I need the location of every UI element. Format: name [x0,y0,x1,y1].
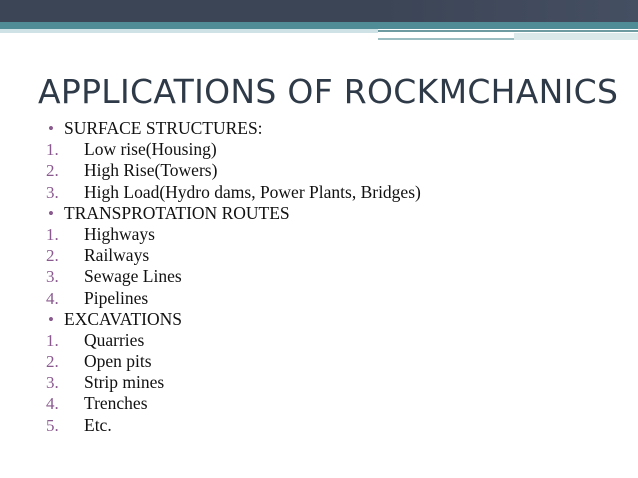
slide-title: APPLICATIONS OF ROCKMCHANICS [38,72,619,111]
list-item-text: Open pits [84,351,152,372]
list-item [46,288,421,309]
list-item-text: Low rise(Housing) [84,139,217,160]
header-accent-fill [514,33,638,40]
list-item-text: Etc. [84,414,112,435]
list-marker: 4. [46,288,59,308]
list-marker: 1. [46,140,59,160]
list-item-text: Trenches [84,393,148,414]
list-item-text: Strip mines [84,372,165,393]
list-item [46,182,421,203]
list-item [46,393,421,414]
list-item [46,203,421,224]
list-item-text: Sewage Lines [84,266,182,287]
list-item-text: TRANSPROTATION ROUTES [64,202,290,223]
list-item-text: SURFACE STRUCTURES: [64,118,263,138]
slide-content-list [46,118,421,436]
list-marker: 5. [46,415,59,435]
list-item-text: Quarries [84,329,145,350]
list-marker: 3. [46,373,59,393]
list-item-text: EXCAVATIONS [64,308,182,329]
header-accent-line-short [378,38,514,40]
list-item-text: Pipelines [84,287,149,308]
list-item [46,139,421,160]
list-item [46,351,421,372]
list-marker: • [48,203,54,223]
list-item [46,415,421,436]
header-band-teal [0,22,638,29]
list-item [46,330,421,351]
header-accent-line [378,30,638,32]
list-item [46,309,421,330]
list-marker: 1. [46,330,59,350]
list-marker: 2. [46,352,59,372]
list-item [46,160,421,181]
list-marker: 4. [46,394,59,414]
list-marker: 3. [46,182,59,202]
list-item [46,266,421,287]
list-marker: • [48,119,54,138]
list-item-text: High Load(Hydro dams, Power Plants, Bridges) [84,181,421,202]
list-item [46,245,421,266]
list-item [46,372,421,393]
list-item-text: High Rise(Towers) [84,160,218,181]
list-item [46,118,421,139]
list-marker: • [48,309,54,329]
list-marker: 3. [46,267,59,287]
list-marker: 2. [46,246,59,266]
list-item [46,224,421,245]
list-item-text: Highways [84,223,155,244]
list-marker: 1. [46,224,59,244]
list-marker: 2. [46,161,59,181]
list-item-text: Railways [84,245,150,266]
header-band-dark [0,0,638,22]
